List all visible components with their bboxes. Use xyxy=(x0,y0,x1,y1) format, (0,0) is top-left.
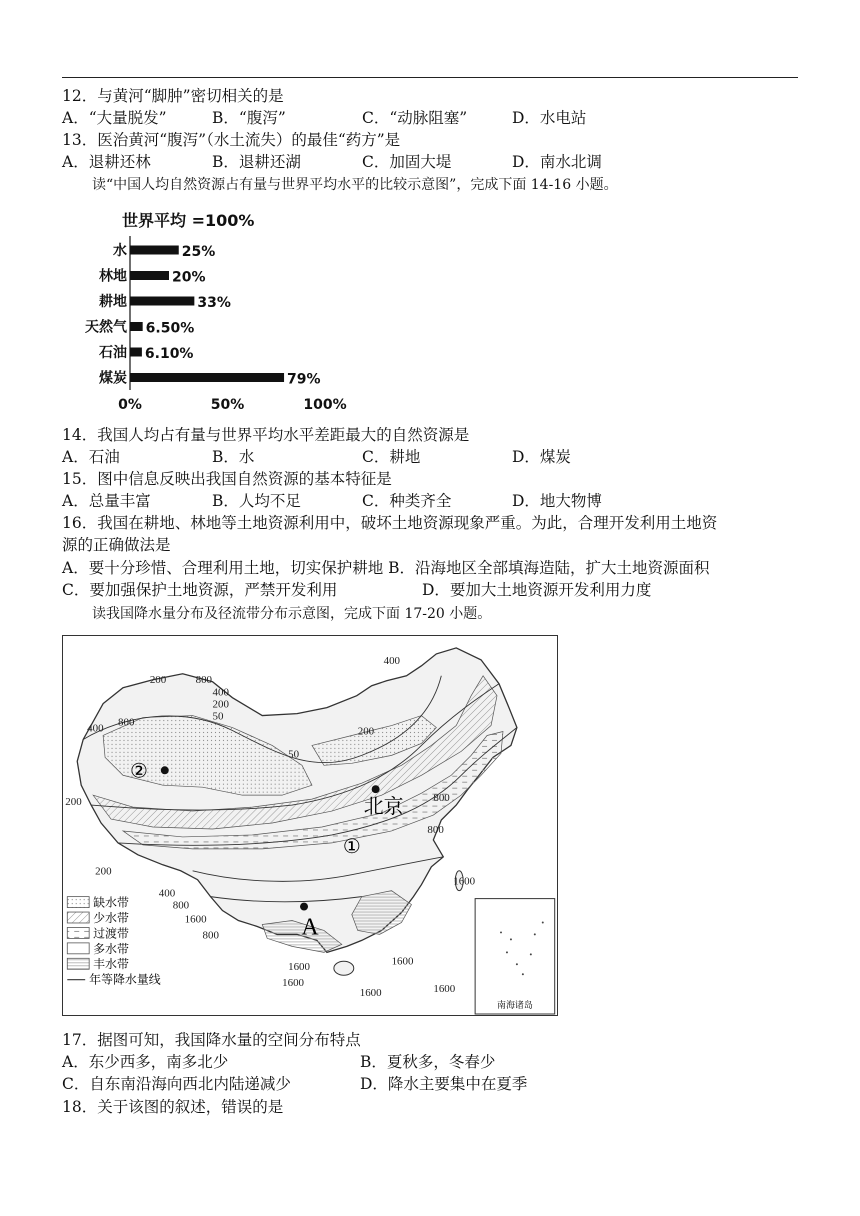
point-1-label: ① xyxy=(342,835,361,858)
question-14-stem: 14．我国人均占有量与世界平均水平差距最大的自然资源是 xyxy=(62,426,470,444)
chart-title: 世界平均 =100% xyxy=(122,211,255,230)
beijing-dot xyxy=(372,785,380,793)
inset-label: 南海诸岛 xyxy=(497,1000,533,1011)
legend-swatch xyxy=(67,927,89,938)
q12-option-c[interactable]: C．“动脉阻塞” xyxy=(362,109,468,127)
q15-option-d[interactable]: D．地大物博 xyxy=(512,492,602,510)
chart-value-label: 6.50% xyxy=(145,320,195,337)
isohyet-label: 200 xyxy=(357,725,375,738)
resource-comparison-chart xyxy=(85,208,360,414)
question-14-options xyxy=(62,447,798,467)
isohyet-label: 800 xyxy=(172,899,190,912)
q17-option-c[interactable]: C．自东南沿海向西北内陆递减少 xyxy=(62,1075,291,1093)
chart-bar xyxy=(130,271,169,280)
q15-option-b[interactable]: B．人均不足 xyxy=(212,492,301,510)
chart-x-tick-label: 50% xyxy=(210,397,245,413)
q14-option-c[interactable]: C．耕地 xyxy=(362,448,421,466)
intro-17-20: 读我国降水量分布及径流带分布示意图，完成下面 17-20 小题。 xyxy=(92,606,492,622)
question-12-options xyxy=(62,108,798,128)
legend-label: 年等降水量线 xyxy=(89,972,161,987)
q12-option-d[interactable]: D．水电站 xyxy=(512,109,587,127)
isohyet-label: 1600 xyxy=(433,983,456,996)
chart-value-label: 20% xyxy=(172,269,206,286)
question-17-stem: 17．据图可知，我国降水量的空间分布特点 xyxy=(62,1031,361,1049)
isohyet-label: 400 xyxy=(383,654,401,667)
chart-bar xyxy=(130,246,179,255)
q14-option-b[interactable]: B．水 xyxy=(212,448,255,466)
isohyet-label: 1600 xyxy=(288,961,310,974)
question-16-stem-line1: 16．我国在耕地、林地等土地资源利用中，破坏土地资源现象严重。为此，合理开发利用土地资 xyxy=(62,514,718,532)
question-12-stem: 12．与黄河“脚肿”密切相关的是 xyxy=(62,87,284,105)
chart-category-label: 林地 xyxy=(99,268,127,285)
q17-option-b[interactable]: B．夏秋多，冬春少 xyxy=(360,1053,496,1071)
isohyet-label: 50 xyxy=(288,748,300,761)
china-precipitation-map xyxy=(62,635,558,1016)
q14-option-a[interactable]: A．石油 xyxy=(62,448,120,466)
isohyet-label: 1600 xyxy=(282,977,305,990)
isohyet-label: 200 xyxy=(149,673,167,686)
chart-category-label: 天然气 xyxy=(85,319,127,336)
map-legend xyxy=(67,896,160,987)
q15-option-c[interactable]: C．种类齐全 xyxy=(362,492,452,510)
q16-option-d[interactable]: D．要加大土地资源开发利用力度 xyxy=(422,581,652,599)
chart-category-label: 煤炭 xyxy=(99,370,127,387)
point-2-label: ② xyxy=(129,760,148,783)
isohyet-label: 1600 xyxy=(391,955,414,968)
legend-swatch xyxy=(67,943,89,954)
legend-swatch xyxy=(67,958,89,969)
chart-bar xyxy=(130,297,194,306)
q13-option-c[interactable]: C．加固大堤 xyxy=(362,153,452,171)
question-13-options xyxy=(62,152,798,172)
isohyet-label: 400 xyxy=(212,686,229,699)
q14-option-d[interactable]: D．煤炭 xyxy=(512,448,571,466)
legend-label: 丰水带 xyxy=(93,957,129,972)
q16-option-a-b[interactable]: A．要十分珍惜、合理利用土地，切实保护耕地 B．沿海地区全部填海造陆，扩大土地资源面积 xyxy=(62,559,710,577)
question-13-stem: 13．医治黄河“腹泻”（水土流失）的最佳“药方”是 xyxy=(62,131,401,149)
isohyet-label: 200 xyxy=(95,865,112,878)
q12-option-b[interactable]: B．“腹泻” xyxy=(212,109,286,127)
isohyet-label: 800 xyxy=(202,929,219,942)
isohyet-label: 800 xyxy=(195,673,213,686)
q17-option-a[interactable]: A．东少西多，南多北少 xyxy=(62,1053,229,1071)
question-17-options-cd xyxy=(62,1074,798,1094)
chart-value-label: 79% xyxy=(287,371,321,388)
isohyet-label: 1600 xyxy=(453,875,476,888)
isohyet-label: 800 xyxy=(427,823,444,836)
chart-value-label: 25% xyxy=(181,244,216,260)
header-rule xyxy=(62,77,798,78)
legend-swatch xyxy=(67,897,89,908)
q17-option-d[interactable]: D．降水主要集中在夏季 xyxy=(360,1075,528,1093)
legend-label: 少水带 xyxy=(93,910,129,925)
isohyet-label: 50 xyxy=(212,710,224,723)
legend-label: 缺水带 xyxy=(93,895,129,910)
chart-category-label: 石油 xyxy=(99,345,127,361)
chart-bar xyxy=(130,348,142,357)
hainan-island xyxy=(334,961,354,975)
q13-option-b[interactable]: B．退耕还湖 xyxy=(212,153,301,171)
chart-x-tick-label: 100% xyxy=(303,397,347,413)
legend-label: 多水带 xyxy=(93,941,129,956)
chart-category-label: 水 xyxy=(113,243,127,259)
isohyet-label: 1600 xyxy=(359,987,382,1000)
isohyet-label: 1600 xyxy=(184,913,207,926)
chart-x-tick-label: 0% xyxy=(118,397,142,413)
legend-label: 过渡带 xyxy=(93,926,129,941)
point-a-dot xyxy=(300,903,308,911)
q16-option-c[interactable]: C．要加强保护土地资源，严禁开发利用 xyxy=(62,581,338,599)
isohyet-label: 200 xyxy=(65,796,82,809)
isohyet-label: 200 xyxy=(212,698,229,711)
chart-bar xyxy=(130,373,284,382)
point-2-dot xyxy=(161,766,169,774)
isohyet-label: 400 xyxy=(158,887,176,900)
beijing-label: 北京 xyxy=(363,796,404,819)
question-18-stem: 18．关于该图的叙述，错误的是 xyxy=(62,1098,284,1116)
isohyet-label: 800 xyxy=(118,716,135,729)
q13-option-a[interactable]: A．退耕还林 xyxy=(62,153,151,171)
legend-swatch xyxy=(67,912,89,923)
south-china-sea-inset xyxy=(475,899,555,1014)
isohyet-label: 800 xyxy=(433,792,450,805)
point-a-label: A xyxy=(301,914,319,941)
question-17-options-ab xyxy=(62,1052,798,1072)
q13-option-d[interactable]: D．南水北调 xyxy=(512,153,602,171)
chart-category-label: 耕地 xyxy=(99,294,127,310)
chart-value-label: 6.10% xyxy=(144,346,194,362)
isohyet-label: 400 xyxy=(87,722,104,735)
question-16-stem-line2: 源的正确做法是 xyxy=(62,536,171,554)
chart-bar xyxy=(130,322,143,331)
q15-option-a[interactable]: A．总量丰富 xyxy=(62,492,151,510)
intro-14-16: 读“中国人均自然资源占有量与世界平均水平的比较示意图”，完成下面 14-16 小题。 xyxy=(92,177,618,193)
chart-value-label: 33% xyxy=(197,295,231,311)
q12-option-a[interactable]: A．“大量脱发” xyxy=(62,109,167,127)
question-16-options-cd xyxy=(62,580,798,600)
question-15-stem: 15．图中信息反映出我国自然资源的基本特征是 xyxy=(62,470,392,488)
question-15-options xyxy=(62,491,798,511)
